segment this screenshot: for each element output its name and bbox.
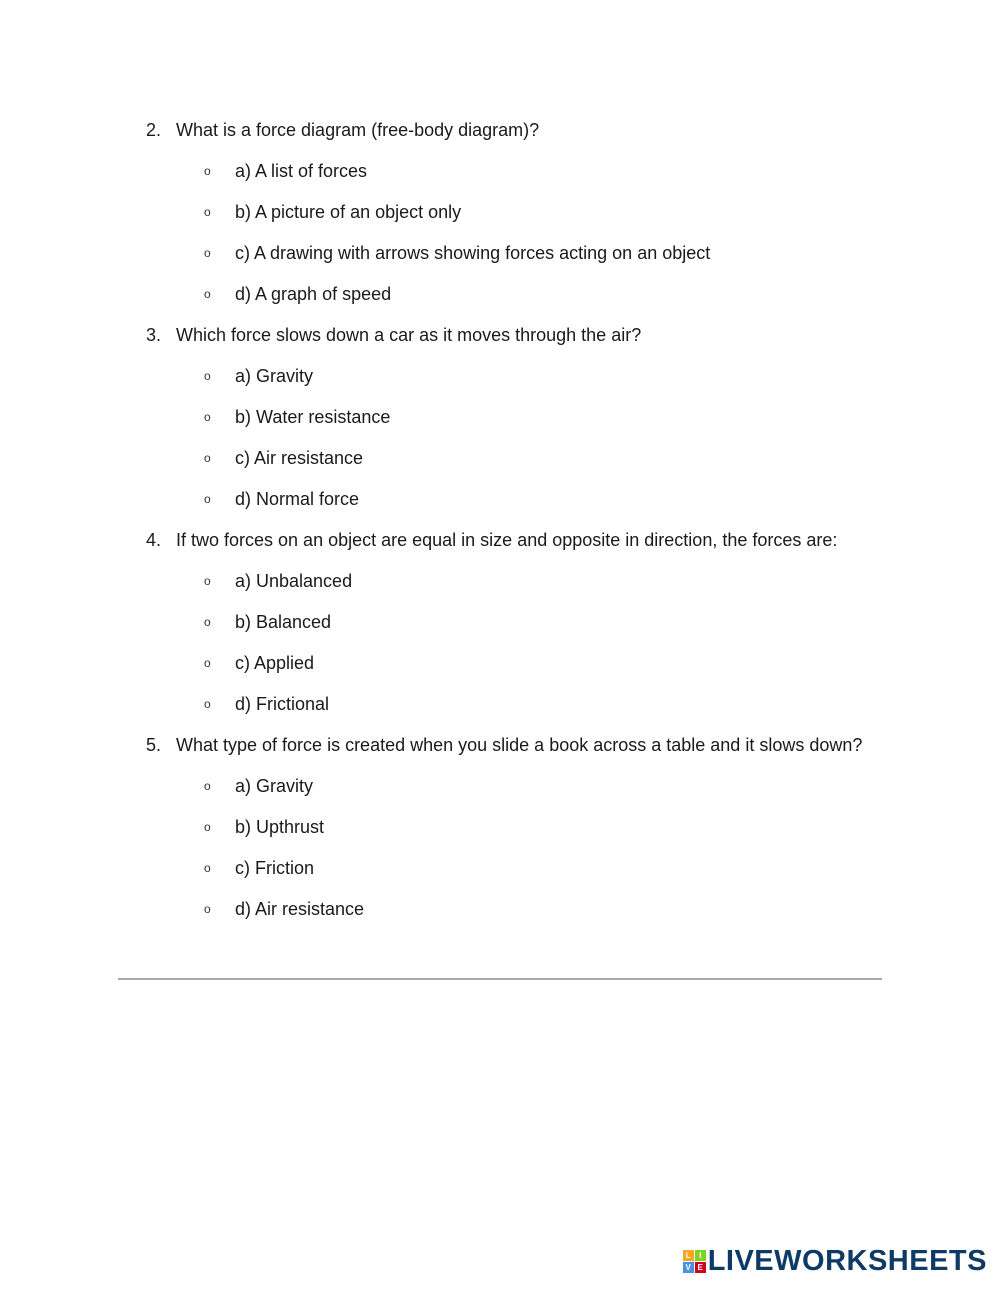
option-text: b) Balanced — [235, 612, 332, 632]
option-text: c) Friction — [235, 858, 315, 878]
circle-bullet-icon: o — [204, 656, 211, 670]
answer-option[interactable] — [146, 404, 886, 431]
answer-option[interactable] — [146, 158, 886, 185]
circle-bullet-icon: o — [204, 410, 211, 424]
question-row — [146, 117, 886, 144]
answer-option[interactable] — [146, 814, 886, 841]
answer-option[interactable] — [146, 568, 886, 595]
circle-bullet-icon: o — [204, 246, 211, 260]
circle-bullet-icon: o — [204, 574, 211, 588]
circle-bullet-icon: o — [204, 779, 211, 793]
option-text: c) Applied — [235, 653, 315, 673]
question-row — [146, 322, 886, 349]
answer-option[interactable] — [146, 773, 886, 800]
circle-bullet-icon: o — [204, 164, 211, 178]
logo-mark-square: E — [695, 1262, 706, 1273]
circle-bullet-icon: o — [204, 492, 211, 506]
question-number: 4. — [146, 530, 162, 550]
logo-mark-icon — [683, 1250, 706, 1273]
logo-mark-square: I — [695, 1250, 706, 1261]
answer-option[interactable] — [146, 855, 886, 882]
answer-option[interactable] — [146, 486, 886, 513]
option-text: a) Gravity — [235, 776, 314, 796]
answer-option[interactable] — [146, 896, 886, 923]
logo-mark-square: L — [683, 1250, 694, 1261]
question-text: What is a force diagram (free-body diagram)? — [176, 120, 540, 140]
option-text: d) Normal force — [235, 489, 360, 509]
option-list — [146, 363, 886, 513]
liveworksheets-logo — [683, 1246, 987, 1276]
option-text: d) A graph of speed — [235, 284, 392, 304]
question-item — [146, 117, 886, 308]
question-text: Which force slows down a car as it moves through the air? — [176, 325, 642, 345]
circle-bullet-icon: o — [204, 861, 211, 875]
circle-bullet-icon: o — [204, 287, 211, 301]
answer-option[interactable] — [146, 691, 886, 718]
question-number: 3. — [146, 325, 162, 345]
option-text: c) A drawing with arrows showing forces acting on an object — [235, 243, 711, 263]
circle-bullet-icon: o — [204, 820, 211, 834]
option-text: b) A picture of an object only — [235, 202, 462, 222]
circle-bullet-icon: o — [204, 205, 211, 219]
circle-bullet-icon: o — [204, 697, 211, 711]
answer-option[interactable] — [146, 445, 886, 472]
option-list — [146, 773, 886, 923]
question-number: 5. — [146, 735, 162, 755]
option-list — [146, 568, 886, 718]
answer-option[interactable] — [146, 363, 886, 390]
circle-bullet-icon: o — [204, 369, 211, 383]
question-item — [146, 732, 886, 923]
answer-option[interactable] — [146, 240, 886, 267]
answer-option[interactable] — [146, 609, 886, 636]
logo-mark-square: V — [683, 1262, 694, 1273]
answer-option[interactable] — [146, 650, 886, 677]
option-text: d) Frictional — [235, 694, 330, 714]
circle-bullet-icon: o — [204, 451, 211, 465]
question-item — [146, 527, 886, 718]
option-text: a) Unbalanced — [235, 571, 353, 591]
circle-bullet-icon: o — [204, 902, 211, 916]
option-text: d) Air resistance — [235, 899, 365, 919]
question-text: If two forces on an object are equal in size and opposite in direction, the forces are: — [176, 530, 838, 550]
option-text: a) Gravity — [235, 366, 314, 386]
divider-line — [118, 978, 882, 980]
logo-text: LIVEWORKSHEETS — [707, 1245, 987, 1277]
question-row — [146, 527, 886, 554]
question-text: What type of force is created when you slide a book across a table and it slows down? — [176, 735, 863, 755]
question-row — [146, 732, 886, 759]
question-item — [146, 322, 886, 513]
option-text: c) Air resistance — [235, 448, 364, 468]
question-number: 2. — [146, 120, 162, 140]
circle-bullet-icon: o — [204, 615, 211, 629]
answer-option[interactable] — [146, 281, 886, 308]
option-list — [146, 158, 886, 308]
option-text: b) Upthrust — [235, 817, 325, 837]
option-text: a) A list of forces — [235, 161, 368, 181]
question-list — [146, 117, 886, 937]
option-text: b) Water resistance — [235, 407, 391, 427]
answer-option[interactable] — [146, 199, 886, 226]
